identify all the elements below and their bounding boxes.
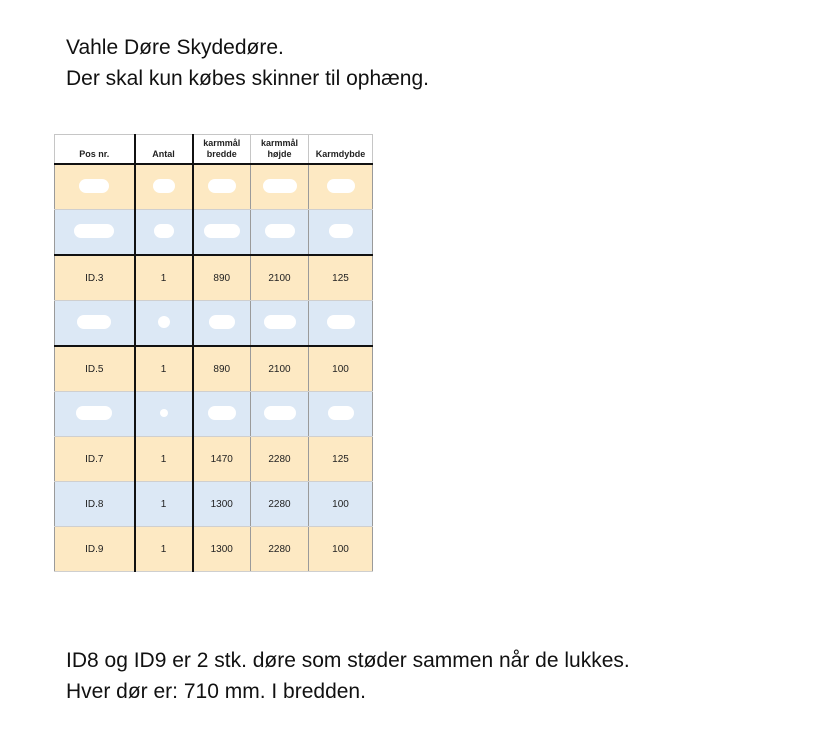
cell-hojde xyxy=(251,392,309,437)
redaction-mark xyxy=(265,224,295,238)
redaction-mark xyxy=(328,406,354,420)
intro-text xyxy=(66,32,429,94)
table-row xyxy=(55,301,373,347)
redaction-mark xyxy=(79,179,109,193)
cell-antal: 1 xyxy=(135,437,193,482)
cell-hojde: 2280 xyxy=(251,437,309,482)
intro-line-title: Vahle Døre Skydedøre. xyxy=(66,36,284,59)
redaction-mark xyxy=(264,315,296,329)
cell-hojde xyxy=(251,210,309,256)
table-row xyxy=(55,437,373,482)
cell-hojde xyxy=(251,164,309,210)
table-row xyxy=(55,255,373,301)
redaction-mark xyxy=(76,406,112,420)
cell-antal xyxy=(135,392,193,437)
header-dybde: Karmdybde xyxy=(309,135,373,165)
table-row xyxy=(55,392,373,437)
footer-line-width: Hver dør er: 710 mm. I bredden. xyxy=(66,680,366,703)
table-row xyxy=(55,210,373,256)
cell-dybde: 100 xyxy=(309,346,373,392)
redaction-mark xyxy=(329,224,353,238)
header-hojde: karmmål højde xyxy=(251,135,309,165)
table-row xyxy=(55,527,373,572)
redaction-mark xyxy=(327,315,355,329)
cell-pos xyxy=(55,301,135,347)
redaction-mark xyxy=(208,406,236,420)
cell-bredde xyxy=(193,210,251,256)
redaction-mark xyxy=(263,179,297,193)
footer-line-doors: ID8 og ID9 er 2 stk. døre som støder sammen når de lukkes. xyxy=(66,649,630,672)
redaction-mark xyxy=(209,315,235,329)
table-row xyxy=(55,164,373,210)
cell-antal xyxy=(135,210,193,256)
redaction-mark xyxy=(74,224,114,238)
redaction-mark xyxy=(160,409,168,417)
table-row xyxy=(55,482,373,527)
footer-text xyxy=(66,645,630,707)
redaction-mark xyxy=(158,316,170,328)
cell-dybde: 125 xyxy=(309,255,373,301)
cell-pos: ID.3 xyxy=(55,255,135,301)
redaction-mark xyxy=(327,179,355,193)
cell-antal: 1 xyxy=(135,346,193,392)
cell-hojde: 2280 xyxy=(251,482,309,527)
cell-dybde xyxy=(309,164,373,210)
cell-bredde xyxy=(193,164,251,210)
header-pos: Pos nr. xyxy=(55,135,135,165)
cell-bredde xyxy=(193,392,251,437)
cell-bredde: 1300 xyxy=(193,527,251,572)
cell-dybde xyxy=(309,210,373,256)
cell-hojde: 2280 xyxy=(251,527,309,572)
cell-dybde: 100 xyxy=(309,527,373,572)
cell-dybde xyxy=(309,392,373,437)
table-row xyxy=(55,346,373,392)
cell-hojde: 2100 xyxy=(251,346,309,392)
cell-antal xyxy=(135,164,193,210)
cell-pos: ID.5 xyxy=(55,346,135,392)
cell-dybde: 125 xyxy=(309,437,373,482)
cell-antal: 1 xyxy=(135,255,193,301)
redaction-mark xyxy=(77,315,111,329)
header-bredde: karmmål bredde xyxy=(193,135,251,165)
door-dimensions-table xyxy=(54,134,373,572)
cell-antal: 1 xyxy=(135,527,193,572)
cell-hojde xyxy=(251,301,309,347)
cell-pos xyxy=(55,164,135,210)
table-body xyxy=(55,164,373,572)
redaction-mark xyxy=(208,179,236,193)
cell-pos: ID.8 xyxy=(55,482,135,527)
cell-dybde: 100 xyxy=(309,482,373,527)
cell-antal xyxy=(135,301,193,347)
redaction-mark xyxy=(204,224,240,238)
cell-bredde xyxy=(193,301,251,347)
cell-pos xyxy=(55,210,135,256)
cell-bredde: 890 xyxy=(193,346,251,392)
cell-pos xyxy=(55,392,135,437)
cell-antal: 1 xyxy=(135,482,193,527)
table-header-row xyxy=(55,135,373,165)
redaction-mark xyxy=(153,179,175,193)
redaction-mark xyxy=(264,406,296,420)
cell-bredde: 890 xyxy=(193,255,251,301)
cell-dybde xyxy=(309,301,373,347)
cell-bredde: 1300 xyxy=(193,482,251,527)
intro-line-note: Der skal kun købes skinner til ophæng. xyxy=(66,67,429,90)
header-antal: Antal xyxy=(135,135,193,165)
cell-pos: ID.7 xyxy=(55,437,135,482)
cell-bredde: 1470 xyxy=(193,437,251,482)
redaction-mark xyxy=(154,224,174,238)
cell-hojde: 2100 xyxy=(251,255,309,301)
cell-pos: ID.9 xyxy=(55,527,135,572)
